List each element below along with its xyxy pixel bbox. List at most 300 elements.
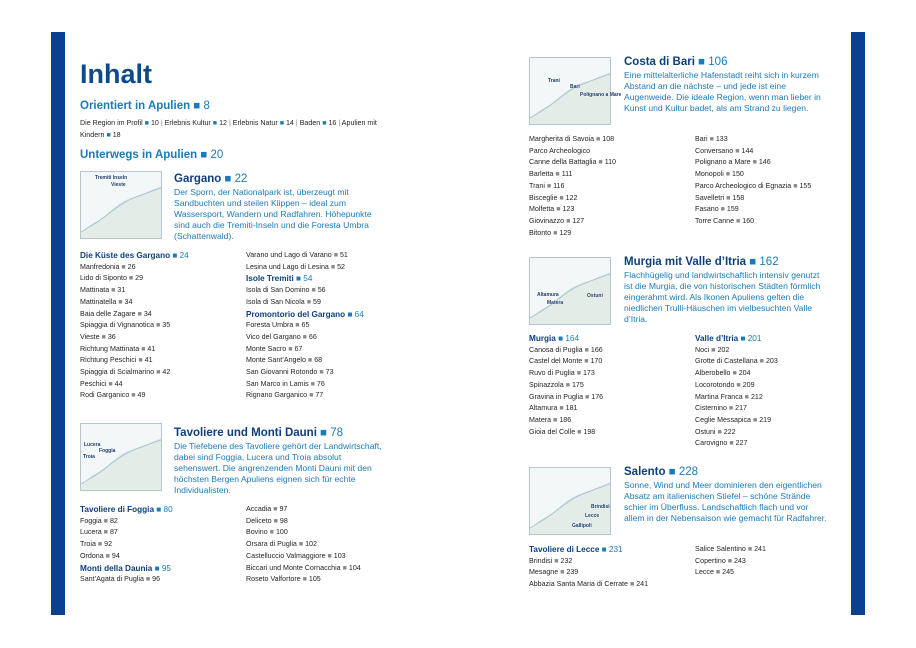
toc-entry[interactable]: Biccari und Monte Cornacchia ■ 104 bbox=[246, 563, 361, 572]
toc-entry-page: 92 bbox=[104, 540, 113, 549]
toc-entry-name: Rignano Garganico bbox=[246, 391, 308, 400]
toc-entry-page: 87 bbox=[109, 528, 118, 537]
orient-link-3[interactable]: Erlebnis Natur ■ 14 bbox=[232, 119, 294, 127]
toc-entry-page: 219 bbox=[759, 415, 772, 424]
toc-entry[interactable]: Canne della Battaglia ■ 110 bbox=[529, 158, 616, 167]
toc-entry[interactable]: Matera ■ 186 bbox=[529, 415, 572, 424]
toc-entry[interactable]: Fasano ■ 159 bbox=[695, 205, 739, 214]
toc-entry-name: Richtung Mattinata bbox=[80, 344, 140, 353]
toc-entry[interactable]: Spinazzola ■ 175 bbox=[529, 380, 584, 389]
toc-entry[interactable]: Alberobello ■ 204 bbox=[695, 369, 751, 378]
section-orientiert[interactable]: Orientiert in Apulien ■ 8 bbox=[80, 100, 210, 112]
toc-subheading-page: 80 bbox=[163, 505, 173, 514]
toc-entry[interactable]: Roseto Valfortore ■ 105 bbox=[246, 575, 321, 584]
toc-entry[interactable]: Monopoli ■ 150 bbox=[695, 170, 744, 179]
toc-entry-page: 29 bbox=[135, 274, 144, 283]
toc-entry[interactable]: Cisternino ■ 217 bbox=[695, 404, 748, 413]
toc-entry-page: 127 bbox=[572, 216, 585, 225]
toc-entry-page: 111 bbox=[561, 170, 573, 179]
section-description-gargano: Der Sporn, der Nationalpark ist, überzeugt mit Sandbuchten und steilen Klippen – ideal zum Wassersport, Wandern und Radfahren. Höhepunkte sind auch die Tremiti-Inseln und die Foresta Umbra (Schattenwald). bbox=[174, 187, 372, 241]
toc-entry-page: 239 bbox=[566, 568, 579, 577]
toc-entry[interactable]: Abbazia Santa Maria di Cerrate ■ 241 bbox=[529, 580, 649, 589]
toc-entry[interactable]: San Marco in Lamis ■ 76 bbox=[246, 379, 325, 388]
toc-entry-page: 170 bbox=[590, 357, 603, 366]
toc-entry-name: Mesagne bbox=[529, 568, 559, 577]
toc-entry[interactable]: Salice Salentino ■ 241 bbox=[695, 545, 766, 553]
toc-entry-page: 77 bbox=[315, 391, 324, 400]
section-title-page: 106 bbox=[708, 56, 728, 68]
section-title-page: 162 bbox=[759, 256, 779, 268]
toc-entry-name: Orsara di Puglia bbox=[246, 540, 297, 549]
toc-entry[interactable]: Foresta Umbra ■ 65 bbox=[246, 321, 310, 330]
section-gargano-col2 bbox=[246, 250, 364, 402]
toc-entry-page: 49 bbox=[137, 391, 146, 400]
right-page-edge-bar bbox=[851, 32, 865, 615]
toc-entry-page: 59 bbox=[313, 297, 321, 306]
section-description-murgia: Flachhügelig und landwirtschaftlich intensiv genutzt ist die Murgia, die von historischen Städten förmlich eingerahmt wird. Als Ikonen Apuliens gelten die niedlichen Trulli-Häuschen im vielbesuchten Valle d’Itria. bbox=[624, 270, 821, 324]
toc-entry-name: Isola di San Nicola bbox=[246, 297, 305, 306]
map-label: Lucera bbox=[84, 442, 101, 448]
toc-entry-name: Lecce bbox=[695, 568, 714, 577]
toc-entry[interactable]: Spiaggia di Vignanotica ■ 35 bbox=[80, 321, 171, 330]
toc-entry[interactable]: Lecce ■ 245 bbox=[695, 568, 735, 577]
toc-entry-name: Ordona bbox=[80, 551, 104, 560]
left-page-edge-bar bbox=[51, 32, 65, 615]
toc-entry-page: 26 bbox=[127, 262, 136, 271]
toc-entry[interactable]: Castelluccio Valmaggiore ■ 103 bbox=[246, 551, 346, 560]
toc-entry[interactable]: Monte Sant’Angelo ■ 68 bbox=[246, 356, 323, 365]
toc-subheading[interactable]: Tavoliere di Foggia ■ 80 bbox=[80, 505, 173, 514]
toc-entry[interactable]: Monte Sacro ■ 67 bbox=[246, 344, 303, 353]
toc-entry[interactable]: Peschici ■ 44 bbox=[80, 379, 123, 388]
toc-entry-name: San Marco in Lamis bbox=[246, 379, 309, 388]
map-label: Trani bbox=[548, 78, 560, 84]
toc-subheading-page: 201 bbox=[747, 334, 762, 343]
toc-entry-name: Biccari und Monte Cornacchia bbox=[246, 563, 341, 572]
toc-entry-page: 122 bbox=[565, 193, 578, 202]
toc-entry-name: Savelletri bbox=[695, 193, 725, 202]
toc-entry-name: Locorotondo bbox=[695, 380, 735, 389]
toc-entry[interactable]: Torre Canne ■ 160 bbox=[695, 216, 755, 225]
section-title-gargano[interactable]: Gargano ■ 22 bbox=[174, 173, 248, 185]
toc-entry[interactable]: Baia delle Zagare ■ 34 bbox=[80, 309, 152, 318]
section-murgia-col1 bbox=[529, 333, 603, 438]
toc-entry-name: Spinazzola bbox=[529, 380, 564, 389]
toc-entry[interactable]: Bitonto ■ 129 bbox=[529, 228, 572, 237]
unterwegs-label: Unterwegs in Apulien bbox=[80, 149, 198, 161]
toc-entry-page: 202 bbox=[717, 345, 730, 354]
toc-entry[interactable]: Bari ■ 133 bbox=[695, 135, 728, 143]
toc-entry[interactable]: Margherita di Savoia ■ 108 bbox=[529, 135, 615, 143]
toc-subheading-name: Tavoliere di Lecce bbox=[529, 545, 600, 554]
toc-entry[interactable]: Ceglie Messapica ■ 219 bbox=[695, 415, 772, 424]
section-title-salento[interactable]: Salento ■ 228 bbox=[624, 466, 699, 478]
toc-entry-name: Brindisi bbox=[529, 556, 553, 565]
map-label: Tremiti Inseln bbox=[95, 175, 128, 181]
toc-entry-page: 176 bbox=[591, 392, 604, 401]
toc-entry-name: Torre Canne bbox=[695, 216, 735, 225]
toc-entry-name: Deliceto bbox=[246, 516, 272, 525]
toc-entry[interactable]: Varano und Lago di Varano ■ 51 bbox=[246, 251, 348, 259]
toc-entry-page: 232 bbox=[560, 556, 573, 565]
toc-entry[interactable]: Spiaggia di Scialmarino ■ 42 bbox=[80, 368, 171, 377]
toc-entry[interactable]: Ostuni ■ 222 bbox=[695, 427, 736, 436]
toc-entry[interactable]: Richtung Peschici ■ 41 bbox=[80, 356, 153, 365]
toc-entry-name: Alberobello bbox=[695, 369, 731, 378]
map-tavoliere bbox=[80, 423, 162, 491]
toc-entry[interactable]: Savelletri ■ 158 bbox=[695, 193, 745, 202]
toc-entry[interactable]: Lucera ■ 87 bbox=[80, 528, 118, 537]
toc-entry-name: Polignano a Mare bbox=[695, 158, 751, 167]
toc-entry-name: Fasano bbox=[695, 205, 719, 214]
page-title: Inhalt bbox=[80, 59, 152, 89]
toc-subheading-page: 24 bbox=[179, 251, 189, 260]
toc-entry-name: Conversano bbox=[695, 146, 734, 155]
toc-entry-page: 123 bbox=[562, 205, 575, 214]
toc-entry-page: 173 bbox=[582, 369, 595, 378]
orientiert-page: 8 bbox=[203, 100, 210, 112]
toc-entry-page: 212 bbox=[750, 392, 763, 401]
map-label: Altamura bbox=[537, 292, 559, 298]
toc-subheading[interactable]: Monti della Daunia ■ 95 bbox=[80, 563, 171, 573]
orient-link-2[interactable]: Erlebnis Kultur ■ 12 bbox=[164, 119, 227, 127]
orient-link-1[interactable]: Die Region im Profil ■ 10 bbox=[80, 119, 159, 127]
toc-entry-name: Vieste bbox=[80, 332, 100, 341]
toc-entry-name: Baia delle Zagare bbox=[80, 309, 136, 318]
toc-entry-page: 100 bbox=[275, 528, 288, 537]
toc-entry-page: 222 bbox=[723, 427, 736, 436]
map-label: Lecce bbox=[585, 513, 600, 519]
section-salento-col2 bbox=[695, 544, 766, 579]
section-title-page: 78 bbox=[330, 427, 344, 439]
toc-entry-page: 241 bbox=[636, 580, 649, 589]
section-murgia-col2 bbox=[695, 333, 778, 450]
toc-entry[interactable]: Noci ■ 202 bbox=[695, 345, 730, 354]
toc-entry-page: 51 bbox=[339, 251, 348, 259]
toc-entry-name: Ostuni bbox=[695, 427, 716, 436]
toc-entry-page: 133 bbox=[715, 135, 728, 143]
toc-entry-name: Rodi Garganico bbox=[80, 391, 130, 400]
toc-entry-name: Altamura bbox=[529, 404, 558, 413]
toc-entry[interactable]: Troia ■ 92 bbox=[80, 540, 113, 549]
toc-entry-name: Bari bbox=[695, 135, 708, 143]
toc-entry-name: San Giovanni Rotondo bbox=[246, 368, 318, 377]
toc-entry-page: 186 bbox=[559, 415, 572, 424]
toc-entry-name: Mattinata bbox=[80, 286, 110, 295]
section-unterwegs[interactable]: Unterwegs in Apulien ■ 20 bbox=[80, 149, 224, 161]
toc-entry[interactable]: Polignano a Mare ■ 146 bbox=[695, 158, 771, 167]
toc-entry[interactable]: Vieste ■ 36 bbox=[80, 332, 116, 341]
section-title-page: 22 bbox=[234, 173, 248, 185]
toc-entry[interactable]: Deliceto ■ 98 bbox=[246, 516, 288, 525]
toc-entry-page: 243 bbox=[734, 556, 746, 565]
section-title-text: Tavoliere und Monti Dauni bbox=[174, 427, 317, 439]
toc-entry[interactable]: Gravina in Puglia ■ 176 bbox=[529, 392, 604, 401]
toc-entry[interactable]: Manfredonia ■ 26 bbox=[80, 262, 136, 271]
toc-entry[interactable]: Brindisi ■ 232 bbox=[529, 556, 573, 565]
toc-entry-name: Matera bbox=[529, 415, 552, 424]
toc-entry-page: 166 bbox=[590, 345, 603, 354]
toc-entry-page: 34 bbox=[124, 297, 133, 306]
toc-entry-page: 97 bbox=[279, 505, 288, 513]
toc-entry-page: 217 bbox=[735, 404, 748, 413]
toc-entry[interactable]: Locorotondo ■ 209 bbox=[695, 380, 755, 389]
toc-entry-page: 73 bbox=[325, 368, 334, 377]
toc-entry[interactable]: Accadia ■ 97 bbox=[246, 505, 288, 513]
toc-entry[interactable]: Trani ■ 116 bbox=[529, 181, 565, 190]
toc-subheading-page: 54 bbox=[303, 274, 313, 284]
toc-entry-page: 150 bbox=[732, 170, 744, 179]
toc-entry-page: 110 bbox=[604, 158, 616, 167]
toc-entry-page: 65 bbox=[301, 321, 310, 330]
toc-entry-name: Monte Sacro bbox=[246, 344, 287, 353]
toc-entry-name: Giovinazzo bbox=[529, 216, 565, 225]
map-label: Ostuni bbox=[587, 293, 603, 299]
toc-entry[interactable] bbox=[529, 146, 616, 158]
toc-entry[interactable]: Mattinata ■ 31 bbox=[80, 286, 126, 295]
toc-entry-name: Gravina in Puglia bbox=[529, 392, 584, 401]
toc-entry[interactable]: Mesagne ■ 239 bbox=[529, 568, 579, 577]
toc-entry-page: 204 bbox=[738, 369, 751, 378]
toc-entry-page: 96 bbox=[152, 575, 161, 584]
toc-entry-name: Margherita di Savoia bbox=[529, 135, 595, 143]
toc-entry[interactable]: Barletta ■ 111 bbox=[529, 170, 573, 179]
toc-entry-name: Monopoli bbox=[695, 170, 724, 179]
toc-entry-name: Foresta Umbra bbox=[246, 321, 294, 330]
toc-entry[interactable]: Altamura ■ 181 bbox=[529, 404, 578, 413]
map-label: Brindisi bbox=[591, 504, 610, 510]
toc-subheading[interactable]: Die Küste des Gargano ■ 24 bbox=[80, 251, 189, 260]
toc-entry-page: 31 bbox=[117, 286, 126, 295]
toc-entry-name: Cisternino bbox=[695, 404, 727, 413]
toc-subheading[interactable]: Murgia ■ 164 bbox=[529, 334, 580, 343]
section-description-salento: Sonne, Wind und Meer dominieren den eigentlichen Absatz am italienischen Stiefel – schöne Strände schier im Überfluss. Landschaftlich flach und vor allem in der Nebensaison wie gemacht für Radfahrer. bbox=[624, 480, 827, 523]
toc-entry-page: 129 bbox=[559, 228, 572, 237]
toc-subheading-name: Murgia bbox=[529, 334, 556, 343]
map-salento bbox=[529, 467, 611, 535]
map-costa bbox=[529, 57, 622, 125]
toc-entry-name: Spiaggia di Scialmarino bbox=[80, 368, 155, 377]
toc-entry[interactable]: Isola di San Domino ■ 56 bbox=[246, 286, 326, 295]
toc-subheading-page: 95 bbox=[161, 563, 171, 573]
toc-entry[interactable]: Rodi Garganico ■ 49 bbox=[80, 391, 146, 400]
toc-entry-name: Lido di Siponto bbox=[80, 274, 127, 283]
toc-entry-name: Parco Archeologico bbox=[529, 146, 591, 155]
toc-entry-page: 209 bbox=[742, 380, 755, 389]
section-description-costa: Eine mittelalterliche Hafenstadt reiht sich in kurzem Abstand an die nächste – und jede ist eine Augenweide. Die ideale Region, wenn man lieber in Kunst und Kultur badet, als am Strand zu liegen. bbox=[624, 70, 821, 113]
toc-subheading-name: Isole Tremiti bbox=[246, 274, 294, 284]
toc-entry-name: Lucera bbox=[80, 528, 102, 537]
toc-entry-page: 34 bbox=[143, 309, 152, 318]
section-title-tavoliere[interactable]: Tavoliere und Monti Dauni ■ 78 bbox=[174, 427, 344, 439]
toc-entry-name: Barletta bbox=[529, 170, 554, 179]
toc-subheading-name: Die Küste des Gargano bbox=[80, 251, 171, 260]
orient-link-5[interactable]: Apulien mit Kindern ■ 18 bbox=[80, 119, 377, 139]
toc-entry-page: 82 bbox=[109, 516, 118, 525]
toc-entry[interactable]: Martina Franca ■ 212 bbox=[695, 392, 763, 401]
toc-entry-page: 102 bbox=[305, 540, 317, 549]
toc-entry-name: Abbazia Santa Maria di Cerrate bbox=[529, 580, 628, 589]
toc-entry-page: 241 bbox=[754, 545, 766, 553]
toc-entry-page: 41 bbox=[147, 344, 156, 353]
toc-entry[interactable]: Castel del Monte ■ 170 bbox=[529, 357, 603, 366]
map-label: Polignano a Mare bbox=[580, 92, 622, 98]
toc-entry[interactable]: Gioia del Colle ■ 198 bbox=[529, 427, 596, 436]
toc-entry-name: Noci bbox=[695, 345, 710, 354]
toc-entry-page: 158 bbox=[732, 193, 745, 202]
toc-entry[interactable]: Sant’Agata di Puglia ■ 96 bbox=[80, 575, 161, 584]
toc-entry-page: 181 bbox=[565, 404, 578, 413]
toc-entry-name: Richtung Peschici bbox=[80, 356, 137, 365]
toc-entry[interactable]: Isola di San Nicola ■ 59 bbox=[246, 297, 321, 306]
section-title-murgia[interactable]: Murgia mit Valle d’Itria ■ 162 bbox=[624, 256, 779, 268]
toc-entry-page: 44 bbox=[114, 379, 123, 388]
toc-entry-page: 203 bbox=[765, 357, 778, 366]
toc-entry[interactable]: Bovino ■ 100 bbox=[246, 528, 288, 537]
toc-subheading[interactable]: Tavoliere di Lecce ■ 231 bbox=[529, 545, 623, 554]
unterwegs-page: 20 bbox=[210, 149, 224, 161]
toc-entry[interactable]: Molfetta ■ 123 bbox=[529, 205, 575, 214]
toc-entry-name: Molfetta bbox=[529, 205, 555, 214]
map-label: Vieste bbox=[111, 182, 126, 188]
toc-entry-name: Spiaggia di Vignanotica bbox=[80, 321, 155, 330]
toc-entry-page: 160 bbox=[742, 216, 755, 225]
orient-link-4[interactable]: Baden ■ 16 bbox=[299, 119, 337, 127]
toc-subheading[interactable]: Isole Tremiti ■ 54 bbox=[246, 274, 313, 284]
section-title-page: 228 bbox=[678, 466, 699, 478]
toc-entry-name: Roseto Valfortore bbox=[246, 575, 301, 584]
toc-entry[interactable]: San Giovanni Rotondo ■ 73 bbox=[246, 368, 334, 377]
toc-entry-name: Trani bbox=[529, 181, 545, 190]
section-title-text: Murgia mit Valle d’Itria bbox=[624, 256, 747, 268]
toc-entry-page: 245 bbox=[722, 568, 735, 577]
toc-entry-name: Isola di San Domino bbox=[246, 286, 310, 295]
toc-subheading-name: Promontorio del Gargano bbox=[246, 309, 346, 319]
toc-entry-name: Bovino bbox=[246, 528, 268, 537]
toc-entry[interactable]: Grotte di Castellana ■ 203 bbox=[695, 357, 778, 366]
toc-entry[interactable]: Giovinazzo ■ 127 bbox=[529, 216, 585, 225]
toc-subheading-name: Valle d’Itria bbox=[695, 334, 739, 343]
toc-entry-page: 175 bbox=[571, 380, 584, 389]
toc-entry[interactable]: Carovigno ■ 227 bbox=[695, 439, 748, 448]
toc-entry[interactable]: Bisceglie ■ 122 bbox=[529, 193, 578, 202]
toc-entry[interactable]: Canosa di Puglia ■ 166 bbox=[529, 345, 603, 354]
toc-entry-page: 67 bbox=[294, 344, 303, 353]
toc-subheading-name: Tavoliere di Foggia bbox=[80, 505, 155, 514]
toc-subheading-page: 164 bbox=[565, 334, 580, 343]
toc-entry-page: 108 bbox=[602, 135, 615, 143]
toc-entry-name: Canne della Battaglia bbox=[529, 158, 597, 167]
toc-entry-page: 66 bbox=[308, 332, 317, 341]
toc-entry[interactable]: Copertino ■ 243 bbox=[695, 556, 746, 565]
toc-entry[interactable]: Mattinatella ■ 34 bbox=[80, 297, 133, 306]
toc-entry-name: Troia bbox=[80, 540, 96, 549]
map-label: Troia bbox=[83, 454, 95, 460]
section-title-costa[interactable]: Costa di Bari ■ 106 bbox=[624, 56, 728, 68]
toc-entry-name: Salice Salentino bbox=[695, 545, 746, 553]
toc-subheading[interactable]: Promontorio del Gargano ■ 64 bbox=[246, 309, 364, 319]
toc-entry-name: Vico del Gargano bbox=[246, 332, 301, 341]
toc-entry-name: Manfredonia bbox=[80, 262, 120, 271]
toc-entry-name: Canosa di Puglia bbox=[529, 345, 583, 354]
section-title-text: Costa di Bari bbox=[624, 56, 695, 68]
toc-entry[interactable]: Ordona ■ 94 bbox=[80, 551, 120, 560]
map-label: Bari bbox=[570, 84, 580, 90]
toc-entry-name: Accadia bbox=[246, 505, 272, 513]
map-murgia bbox=[529, 257, 611, 325]
toc-entry-name: Lesina und Lago di Lesina bbox=[246, 262, 329, 271]
toc-entry-page: 94 bbox=[111, 551, 120, 560]
toc-entry-page: 98 bbox=[279, 516, 288, 525]
toc-entry[interactable]: Foggia ■ 82 bbox=[80, 516, 118, 525]
section-gargano-col1 bbox=[80, 250, 189, 402]
toc-entry[interactable]: Vico del Gargano ■ 66 bbox=[246, 332, 317, 341]
toc-entry-page: 155 bbox=[799, 181, 812, 190]
toc-entry-name: Martina Franca bbox=[695, 392, 743, 401]
toc-entry-name: Carovigno bbox=[695, 439, 728, 448]
toc-entry[interactable]: Ruvo di Puglia ■ 173 bbox=[529, 369, 595, 378]
toc-entry[interactable]: Parco Archeologico di Egnazia ■ 155 bbox=[695, 181, 812, 190]
toc-entry-name: Ceglie Messapica bbox=[695, 415, 751, 424]
map-label: Matera bbox=[547, 300, 564, 306]
toc-entry-name: Sant’Agata di Puglia bbox=[80, 575, 144, 584]
toc-entry-page: 41 bbox=[144, 356, 153, 365]
section-salento-col1 bbox=[529, 544, 648, 591]
map-label: Gallipoli bbox=[572, 523, 592, 529]
toc-entry-page: 227 bbox=[735, 439, 748, 448]
toc-entry[interactable]: Richtung Mattinata ■ 41 bbox=[80, 344, 156, 353]
toc-entry-page: 35 bbox=[162, 321, 171, 330]
toc-entry-name: Monte Sant’Angelo bbox=[246, 356, 306, 365]
toc-entry-page: 36 bbox=[107, 332, 116, 341]
toc-subheading-page: 64 bbox=[354, 309, 364, 319]
toc-entry-page: 76 bbox=[316, 379, 325, 388]
toc-entry[interactable]: Orsara di Puglia ■ 102 bbox=[246, 540, 317, 549]
toc-entry[interactable]: Lido di Siponto ■ 29 bbox=[80, 274, 144, 283]
orientiert-label: Orientiert in Apulien bbox=[80, 100, 191, 112]
toc-entry-name: Copertino bbox=[695, 556, 726, 565]
toc-entry-page: 56 bbox=[317, 286, 326, 295]
section-costa-col1 bbox=[529, 134, 616, 239]
toc-subheading[interactable]: Valle d’Itria ■ 201 bbox=[695, 334, 762, 343]
toc-entry-name: Peschici bbox=[80, 379, 107, 388]
toc-entry-name: Varano und Lago di Varano bbox=[246, 251, 332, 259]
section-tavoliere-col2 bbox=[246, 504, 361, 586]
toc-entry-name: Grotte di Castellana bbox=[695, 357, 758, 366]
map-label: Foggia bbox=[99, 448, 116, 454]
toc-entry[interactable]: Rignano Garganico ■ 77 bbox=[246, 391, 324, 400]
toc-entry[interactable]: Conversano ■ 144 bbox=[695, 146, 754, 155]
section-costa-col2 bbox=[695, 134, 811, 228]
toc-entry-name: Gioia del Colle bbox=[529, 427, 576, 436]
toc-entry-page: 146 bbox=[758, 158, 771, 167]
section-title-text: Salento bbox=[624, 466, 666, 478]
toc-entry-name: Castel del Monte bbox=[529, 357, 583, 366]
toc-entry-page: 68 bbox=[314, 356, 323, 365]
section-tavoliere-col1 bbox=[80, 504, 173, 586]
toc-entry-name: Castelluccio Valmaggiore bbox=[246, 551, 326, 560]
toc-entry-page: 159 bbox=[726, 205, 739, 214]
section-title-text: Gargano bbox=[174, 173, 222, 185]
toc-entry-page: 198 bbox=[583, 427, 596, 436]
toc-entry-page: 105 bbox=[308, 575, 321, 584]
toc-entry-name: Parco Archeologico di Egnazia bbox=[695, 181, 792, 190]
toc-entry-name: Bisceglie bbox=[529, 193, 558, 202]
orientiert-links: Die Region im Profil ■ 10 | Erlebnis Kultur ■ 12 | Erlebnis Natur ■ 14 | Baden ■ 16 | Apulien mit Kindern ■ 18 bbox=[80, 119, 377, 139]
section-description-tavoliere: Die Tiefebene des Tavoliere gehört der Landwirtschaft, dabei sind Foggia, Lucera und Troia absolut sehenswert. Die angrenzenden Monti Dauni mit den höchsten Bergen Apuliens eignen sich für echte Individualisten. bbox=[174, 441, 382, 495]
toc-entry-page: 116 bbox=[553, 181, 565, 190]
toc-entry[interactable]: Lesina und Lago di Lesina ■ 52 bbox=[246, 262, 345, 271]
